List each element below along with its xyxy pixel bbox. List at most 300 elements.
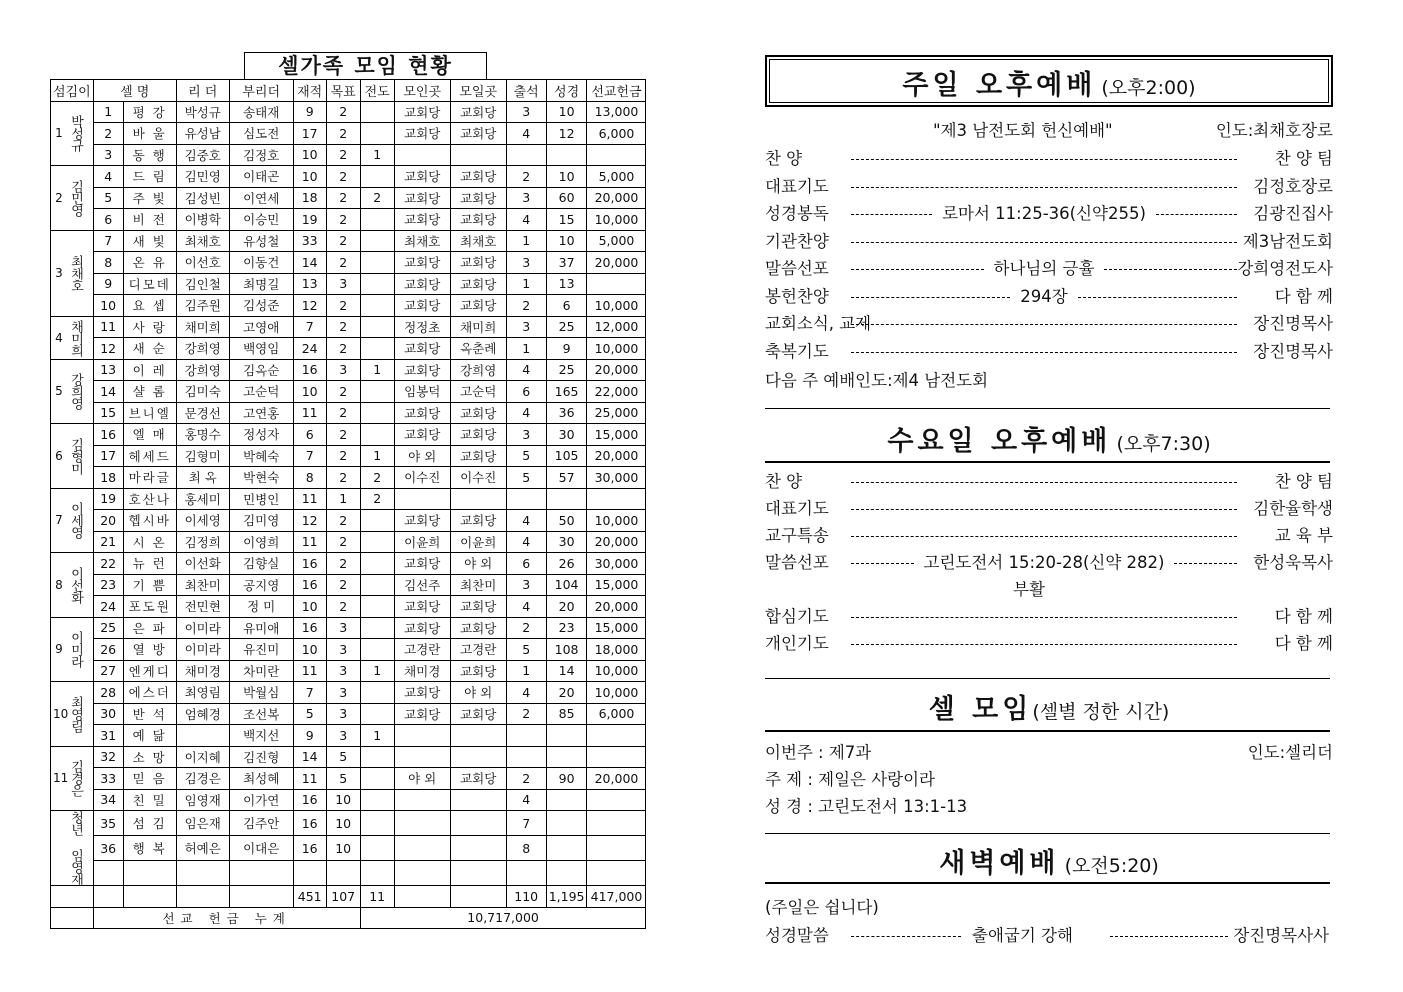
table-row	[51, 144, 646, 166]
leader: 최 옥	[176, 467, 229, 489]
mission-total-row	[51, 907, 646, 929]
attendance: 5	[506, 639, 546, 661]
group-number: 2	[55, 190, 63, 205]
cell-no: 31	[93, 725, 123, 747]
meet-place	[450, 836, 506, 861]
members: 10	[293, 166, 326, 188]
order-person: 강희영전도사	[1237, 259, 1333, 278]
bible: 50	[546, 510, 587, 532]
goal: 2	[326, 252, 360, 274]
sub-leader: 김주안	[229, 811, 293, 836]
members: 33	[293, 230, 326, 252]
goal: 3	[326, 359, 360, 381]
evangelism	[360, 402, 394, 424]
goal: 2	[326, 123, 360, 145]
met-place	[394, 746, 450, 768]
evangelism	[360, 381, 394, 403]
group-leader-cell	[51, 101, 94, 166]
goal: 2	[326, 596, 360, 618]
wednesday-time: (오후7:30)	[1116, 433, 1211, 455]
met-place: 교회당	[394, 295, 450, 317]
cell-name: 믿 음	[123, 768, 176, 790]
cell-no: 28	[93, 682, 123, 704]
cell-no: 7	[93, 230, 123, 252]
evangelism: 1	[360, 725, 394, 747]
sunday-time: (오후2:00)	[1101, 77, 1196, 99]
met-place: 교회당	[394, 123, 450, 145]
cell-name: 섬 김	[123, 811, 176, 836]
meet-place	[450, 746, 506, 768]
cell-no: 2	[93, 123, 123, 145]
mission-offering: 10,000	[587, 295, 646, 317]
sunday-next: 다음 주 예배인도:제4 남전도회	[765, 371, 989, 390]
wednesday-title: 수요일 오후예배	[887, 426, 1112, 457]
bible	[546, 861, 587, 886]
bible: 12	[546, 123, 587, 145]
leader: 강희영	[176, 338, 229, 360]
leader: 김중호	[176, 144, 229, 166]
sub-leader	[229, 861, 293, 886]
mission-offering: 15,000	[587, 424, 646, 446]
meet-place: 교회당	[450, 596, 506, 618]
table-row	[51, 510, 646, 532]
cell-no: 10	[93, 295, 123, 317]
bible: 15	[546, 209, 587, 231]
members: 11	[293, 488, 326, 510]
table-header-row	[51, 80, 646, 102]
sub-leader: 고연홍	[229, 402, 293, 424]
sub-leader: 이태곤	[229, 166, 293, 188]
evangelism	[360, 574, 394, 596]
table-row	[51, 789, 646, 811]
cell-heading	[765, 687, 1333, 726]
group-number: 5	[55, 384, 63, 399]
sunday-subtitle: "제3 남전도회 헌신예배"	[933, 121, 1113, 140]
met-place: 임봉덕	[394, 381, 450, 403]
sub-leader: 김정호	[229, 144, 293, 166]
cell-name: 포도원	[123, 596, 176, 618]
goal: 2	[326, 381, 360, 403]
total-cell: 107	[326, 886, 360, 908]
attendance	[506, 488, 546, 510]
evangelism: 1	[360, 359, 394, 381]
sub-leader: 유진미	[229, 639, 293, 661]
met-place: 교회당	[394, 596, 450, 618]
table-row	[51, 861, 646, 886]
sunday-title: 주일 오후예배	[902, 70, 1097, 101]
members: 8	[293, 467, 326, 489]
cell-no: 6	[93, 209, 123, 231]
order-content: 부활	[1013, 580, 1045, 599]
attendance: 3	[506, 316, 546, 338]
cell-no: 27	[93, 660, 123, 682]
evangelism	[360, 531, 394, 553]
group-number: 4	[55, 330, 63, 345]
cell-no: 35	[93, 811, 123, 836]
sunday-next-row	[765, 368, 1333, 394]
cell-no: 13	[93, 359, 123, 381]
evangelism	[360, 861, 394, 886]
header-cell: 성경	[546, 80, 587, 102]
members: 11	[293, 660, 326, 682]
order-label: 교구특송	[765, 526, 829, 545]
dashed-leader	[1110, 936, 1228, 937]
bible: 9	[546, 338, 587, 360]
total-cell: 11	[360, 886, 394, 908]
bible: 25	[546, 359, 587, 381]
cell-name: 요 셉	[123, 295, 176, 317]
table-row	[51, 703, 646, 725]
dashed-leader	[851, 214, 932, 215]
cell-name: 기 쁨	[123, 574, 176, 596]
leader: 홍명수	[176, 424, 229, 446]
cell-name: 평 강	[123, 101, 176, 123]
attendance	[506, 725, 546, 747]
goal: 2	[326, 101, 360, 123]
mission-offering	[587, 488, 646, 510]
evangelism	[360, 123, 394, 145]
table-row	[51, 424, 646, 446]
cell-no: 11	[93, 316, 123, 338]
wednesday-order-item	[765, 550, 1333, 576]
dawn-heading	[765, 841, 1333, 880]
table-row	[51, 553, 646, 575]
cell-name: 샬 롬	[123, 381, 176, 403]
met-place: 이수진	[394, 467, 450, 489]
cell-name: 엔게디	[123, 660, 176, 682]
header-cell: 모일곳	[450, 80, 506, 102]
cell-name: 친 밀	[123, 789, 176, 811]
dawn-order-row	[765, 923, 1333, 949]
divider	[765, 678, 1330, 679]
sub-leader: 차미란	[229, 660, 293, 682]
sub-leader: 백영임	[229, 338, 293, 360]
evangelism	[360, 230, 394, 252]
order-label: 말씀선포	[765, 259, 829, 278]
bible: 36	[546, 402, 587, 424]
table-row	[51, 531, 646, 553]
dashed-leader	[851, 536, 1237, 537]
mission-offering: 10,000	[587, 209, 646, 231]
cell-name: 에스더	[123, 682, 176, 704]
meet-place: 교회당	[450, 617, 506, 639]
dashed-leader	[851, 187, 1237, 188]
cell-name: 새 빛	[123, 230, 176, 252]
met-place: 교회당	[394, 424, 450, 446]
table-row	[51, 746, 646, 768]
dashed-leader	[851, 644, 1237, 645]
leader: 김형미	[176, 445, 229, 467]
dashed-leader	[1078, 297, 1237, 298]
bible: 20	[546, 596, 587, 618]
attendance: 4	[506, 789, 546, 811]
cell-week-row	[765, 740, 1333, 766]
members: 10	[293, 596, 326, 618]
met-place: 야 외	[394, 768, 450, 790]
meet-place: 야 외	[450, 553, 506, 575]
group-number: 6	[55, 448, 63, 463]
cell-name: 시 온	[123, 531, 176, 553]
members: 16	[293, 811, 326, 836]
bible	[546, 725, 587, 747]
cell-no: 23	[93, 574, 123, 596]
cell-week: 이번주 : 제7과	[765, 743, 872, 762]
leader: 박성규	[176, 101, 229, 123]
divider	[765, 408, 1330, 409]
members	[293, 861, 326, 886]
group-leader-cell	[51, 166, 94, 231]
mission-offering: 20,000	[587, 252, 646, 274]
table-row	[51, 316, 646, 338]
mission-offering: 20,000	[587, 359, 646, 381]
mission-offering: 10,000	[587, 510, 646, 532]
group-leader-name: 김형미	[68, 437, 83, 474]
cell-no: 3	[93, 144, 123, 166]
mission-offering: 5,000	[587, 230, 646, 252]
sub-leader: 송태재	[229, 101, 293, 123]
wednesday-order-item	[765, 577, 1333, 603]
dawn-mid: 출애굽기 강해	[972, 926, 1073, 945]
attendance: 4	[506, 209, 546, 231]
order-label: 개인기도	[765, 634, 829, 653]
table-row	[51, 639, 646, 661]
cell-name: 온 유	[123, 252, 176, 274]
mission-offering: 20,000	[587, 768, 646, 790]
bible: 90	[546, 768, 587, 790]
table-row	[51, 445, 646, 467]
group-number: 8	[55, 577, 63, 592]
meet-place: 교회당	[450, 252, 506, 274]
wednesday-heading	[765, 419, 1333, 458]
met-place: 교회당	[394, 166, 450, 188]
order-content: 294장	[1020, 286, 1068, 306]
bible: 25	[546, 316, 587, 338]
table-row	[51, 768, 646, 790]
wednesday-order-item	[765, 631, 1333, 657]
leader: 임은재	[176, 811, 229, 836]
mission-offering: 25,000	[587, 402, 646, 424]
leader: 강희영	[176, 359, 229, 381]
goal: 2	[326, 574, 360, 596]
dashed-leader	[851, 269, 984, 270]
mission-offering: 20,000	[587, 445, 646, 467]
table-row	[51, 596, 646, 618]
dawn-left: 성경말씀	[765, 926, 829, 945]
meet-place: 채미희	[450, 316, 506, 338]
attendance: 1	[506, 230, 546, 252]
group-leader-name: 청년 임영재	[68, 811, 83, 885]
attendance: 6	[506, 553, 546, 575]
group-number: 9	[55, 642, 63, 657]
sub-leader: 김옥순	[229, 359, 293, 381]
evangelism: 1	[360, 445, 394, 467]
leader: 홍세미	[176, 488, 229, 510]
cell-name: 소 망	[123, 746, 176, 768]
meet-place: 고경란	[450, 639, 506, 661]
members: 19	[293, 209, 326, 231]
sunday-order-item	[765, 339, 1333, 365]
table-row	[51, 488, 646, 510]
evangelism	[360, 424, 394, 446]
members: 18	[293, 187, 326, 209]
mission-offering	[587, 789, 646, 811]
order-person: 찬 양 팀	[1274, 149, 1333, 168]
meet-place: 교회당	[450, 703, 506, 725]
bible: 30	[546, 424, 587, 446]
group-leader-cell	[51, 617, 94, 682]
evangelism	[360, 617, 394, 639]
cell-name: 헤세드	[123, 445, 176, 467]
members: 9	[293, 101, 326, 123]
members: 11	[293, 402, 326, 424]
group-leader-name: 최영림	[68, 695, 83, 732]
met-place: 교회당	[394, 553, 450, 575]
sub-leader: 조선복	[229, 703, 293, 725]
bible: 108	[546, 639, 587, 661]
attendance: 2	[506, 295, 546, 317]
meet-place: 이수진	[450, 467, 506, 489]
goal: 2	[326, 316, 360, 338]
bible: 57	[546, 467, 587, 489]
order-label: 찬 양	[765, 149, 803, 168]
attendance: 4	[506, 596, 546, 618]
met-place: 교회당	[394, 209, 450, 231]
table-title: 셀가족 모임 현황	[244, 52, 487, 79]
members: 7	[293, 316, 326, 338]
group-leader-cell	[51, 488, 94, 553]
goal: 5	[326, 768, 360, 790]
members: 9	[293, 725, 326, 747]
leader: 채미희	[176, 316, 229, 338]
mission-offering	[587, 725, 646, 747]
cell-name: 드 림	[123, 166, 176, 188]
cell-topic: 주 제 : 제일은 사랑이라	[765, 770, 935, 789]
dawn-note-row	[765, 895, 1333, 921]
attendance: 3	[506, 252, 546, 274]
mission-offering	[587, 144, 646, 166]
met-place	[394, 488, 450, 510]
order-person: 다 함 께	[1274, 634, 1333, 653]
divider	[765, 730, 1330, 732]
table-row	[51, 187, 646, 209]
leader: 이미라	[176, 639, 229, 661]
attendance: 8	[506, 836, 546, 861]
evangelism	[360, 252, 394, 274]
mission-offering: 12,000	[587, 316, 646, 338]
sub-leader: 정성자	[229, 424, 293, 446]
leader: 채미경	[176, 660, 229, 682]
mission-offering: 22,000	[587, 381, 646, 403]
dashed-leader	[851, 159, 1237, 160]
met-place: 교회당	[394, 703, 450, 725]
sub-leader: 이연세	[229, 187, 293, 209]
order-label: 대표기도	[765, 176, 829, 196]
met-place: 이윤희	[394, 531, 450, 553]
meet-place	[450, 789, 506, 811]
order-person: 장진명목사	[1253, 314, 1333, 333]
met-place: 최채호	[394, 230, 450, 252]
meet-place	[450, 725, 506, 747]
group-leader-name: 김경은	[68, 760, 83, 797]
cell-no: 26	[93, 639, 123, 661]
attendance: 3	[506, 574, 546, 596]
bible	[546, 488, 587, 510]
cell-no: 34	[93, 789, 123, 811]
empty-cell	[51, 907, 94, 929]
evangelism	[360, 811, 394, 836]
table-row	[51, 230, 646, 252]
attendance: 1	[506, 338, 546, 360]
order-content: 고린도전서 15:20-28(신약 282)	[923, 553, 1165, 572]
goal: 2	[326, 295, 360, 317]
goal: 3	[326, 682, 360, 704]
attendance	[506, 144, 546, 166]
header-cell: 부리더	[229, 80, 293, 102]
members: 16	[293, 574, 326, 596]
cell-bible: 성 경 : 고린도전서 13:1-13	[765, 797, 968, 816]
wednesday-order-item	[765, 496, 1333, 522]
meet-place: 교회당	[450, 166, 506, 188]
cell-name: 동 행	[123, 144, 176, 166]
attendance: 2	[506, 703, 546, 725]
bible: 13	[546, 273, 587, 295]
bible	[546, 811, 587, 836]
cell-no: 20	[93, 510, 123, 532]
bible	[546, 836, 587, 861]
cell-no: 21	[93, 531, 123, 553]
attendance: 2	[506, 617, 546, 639]
bible	[546, 144, 587, 166]
group-number: 10	[53, 706, 69, 721]
sunday-order-item	[765, 229, 1333, 255]
mission-offering: 5,000	[587, 166, 646, 188]
sunday-order-item	[765, 146, 1333, 172]
evangelism: 2	[360, 187, 394, 209]
dashed-leader	[851, 482, 1237, 483]
members: 11	[293, 768, 326, 790]
sub-leader: 김향실	[229, 553, 293, 575]
attendance: 5	[506, 467, 546, 489]
sub-leader: 백지선	[229, 725, 293, 747]
table-row	[51, 811, 646, 836]
goal: 2	[326, 424, 360, 446]
order-label: 성경봉독	[765, 204, 829, 223]
members: 16	[293, 553, 326, 575]
wednesday-order-item	[765, 523, 1333, 549]
members: 12	[293, 295, 326, 317]
goal: 2	[326, 445, 360, 467]
leader: 이세영	[176, 510, 229, 532]
header-cell: 출석	[506, 80, 546, 102]
group-leader-name: 이선화	[68, 566, 83, 603]
cell-name: 바 울	[123, 123, 176, 145]
cell-no: 16	[93, 424, 123, 446]
evangelism	[360, 338, 394, 360]
dawn-right: 장진명목사사	[1233, 926, 1329, 945]
goal: 2	[326, 467, 360, 489]
leader: 이선화	[176, 553, 229, 575]
total-cell: 417,000	[587, 886, 646, 908]
bible: 85	[546, 703, 587, 725]
group-leader-name: 이미라	[68, 631, 83, 668]
bible: 37	[546, 252, 587, 274]
mission-offering: 20,000	[587, 187, 646, 209]
leader: 이병학	[176, 209, 229, 231]
header-cell: 전도	[360, 80, 394, 102]
evangelism: 2	[360, 488, 394, 510]
evangelism	[360, 596, 394, 618]
leader	[176, 725, 229, 747]
